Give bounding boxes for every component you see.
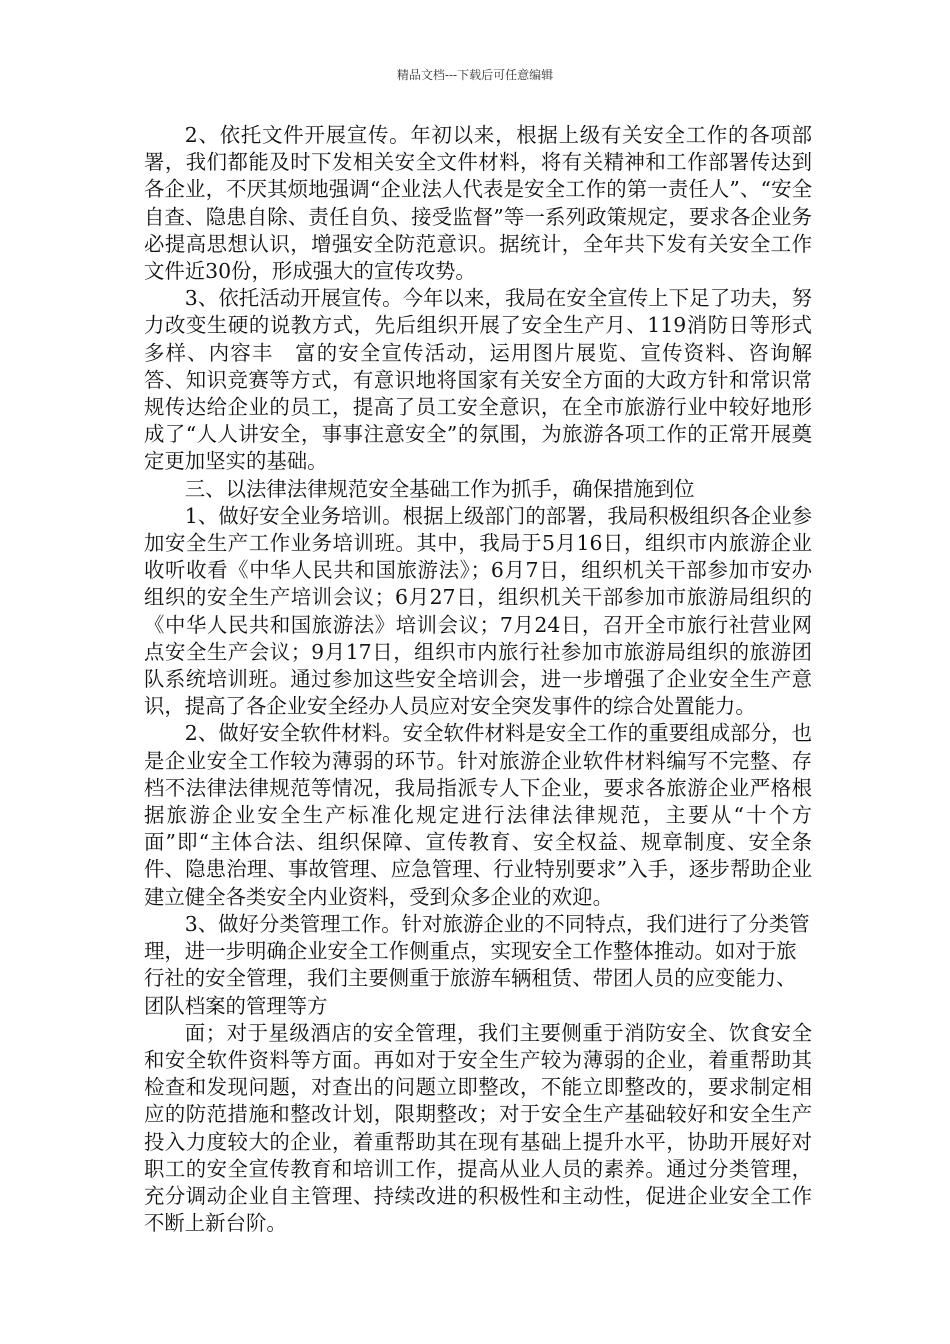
paragraph-file-publicity: 2、依托文件开展宣传。年初以来，根据上级有关安全工作的各项部署，我们都能及时下发相关安全文件材料，将有关精神和工作部署传达到各企业，不厌其烦地强调“企业法人代表是安全工作的第一责任人”、“安全自查、隐患自除、责任自负、接受监督”等一系列政策规定，要求各企业务必提高思想认识，增强安全防范意识。据统计，全年共下发有关安全工作文件近30份，形成强大的宣传攻势。 (144, 123, 812, 284)
paragraph-software-materials: 2、做好安全软件材料。安全软件材料是安全工作的重要组成部分，也是企业安全工作较为薄弱的环节。针对旅游企业软件材料编写不完整、存档不法律法律规范等情况，我局指派专人下企业，要求各旅游企业严格根据旅游企业安全生产标准化规定进行法律法律规范，主要从“十个方面”即“主体合法、组织保障、宣传教育、安全权益、规章制度、安全条件、隐患治理、事故管理、应急管理、行业特别要求”入手，逐步帮助企业建立健全各类安全内业资料，受到众多企业的欢迎。 (144, 721, 812, 909)
paragraph-classified-management-continued: 面；对于星级酒店的安全管理，我们主要侧重于消防安全、饮食安全和安全软件资料等方面。再如对于安全生产较为薄弱的企业，着重帮助其检查和发现问题，对查出的问题立即整改，不能立即整改的，要求制定相应的防范措施和整改计划，限期整改；对于安全生产基础较好和安全生产投入力度较大的企业，着重帮助其在现有基础上提升水平，协助开展好对职工的安全宣传教育和培训工作，提高从业人员的素养。通过分类管理，充分调动企业自主管理、持续改进的积极性和主动性，促进企业安全工作不断上新台阶。 (144, 1020, 812, 1236)
paragraph-classified-management: 3、做好分类管理工作。针对旅游企业的不同特点，我们进行了分类管理，进一步明确企业安全工作侧重点，实现安全工作整体推动。如对于旅行社的安全管理，我们主要侧重于旅游车辆租赁、带团人员的应变能力、团队档案的管理等方 (144, 911, 810, 1018)
page-header: 精品文档---下载后可任意编辑 (396, 68, 554, 82)
section-heading-three: 三、以法律法律规范安全基础工作为抓手，确保措施到位 (184, 476, 695, 501)
paragraph-activity-publicity: 3、依托活动开展宣传。今年以来，我局在安全宣传上下足了功夫，努力改变生硬的说教方式，先后组织开展了安全生产月、119消防日等形式多样、内容丰 富的安全宣传活动，运用图片展览、宣传资料、咨询解答、知识竞赛等方式，有意识地将国家有关安全方面的大政方针和常识常规传达给企业的员工，提高了员工安全意识，在全市旅游行业中较好地形成了“人人讲安全，事事注意安全”的氛围，为旅游各项工作的正常开展奠定更加坚实的基础。 (144, 286, 812, 474)
paragraph-training: 1、做好安全业务培训。根据上级部门的部署，我局积极组织各企业参加安全生产工作业务培训班。其中，我局于5月16日，组织市内旅游企业收听收看《中华人民共和国旅游法》；6月7日，组织机关干部参加市安办组织的安全生产培训会议；6月27日，组织机关干部参加市旅游局组织的《中华人民共和国旅游法》培训会议；7月24日，召开全市旅行社营业网点安全生产会议；9月17日，组织市内旅行社参加市旅游局组织的旅游团队系统培训班。通过参加这些安全培训会，进一步增强了企业安全生产意识，提高了各企业安全经办人员应对安全突发事件的综合处置能力。 (144, 503, 812, 719)
document-body (144, 122, 812, 1237)
